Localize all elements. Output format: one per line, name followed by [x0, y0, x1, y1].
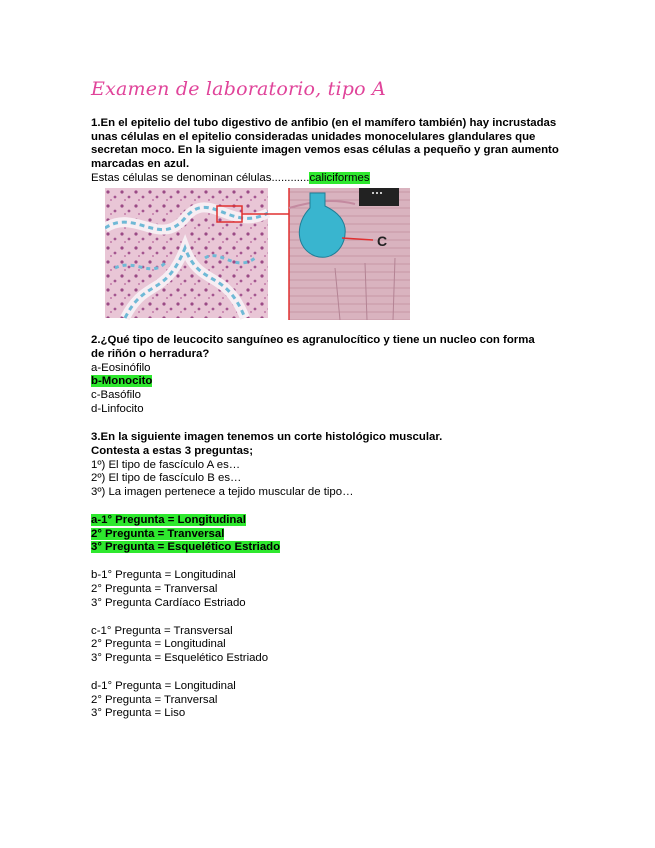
question-1-answer-line	[91, 172, 370, 186]
exam-title: Examen de laboratorio, tipo A	[91, 78, 386, 100]
question-2-text-line1: 2.¿Qué tipo de leucocito sanguíneo es agranulocítico y tiene un nucleo con forma	[91, 334, 535, 346]
question-3-correct-answer-line3: 3° Pregunta = Esquelético Estriado	[91, 541, 281, 553]
question-1-answer-prefix: Estas células se denominan células............	[91, 172, 310, 184]
question-3-option-a-line2	[91, 528, 224, 542]
figure-label-c: C	[377, 233, 388, 249]
question-3-prompt-3: 3º) La imagen pertenece a tejido muscular de tipo…	[91, 486, 354, 498]
question-3-option-b-line2: 2° Pregunta = Tranversal	[91, 583, 218, 595]
low-magnification-image	[105, 188, 268, 318]
question-3-option-c-line1: c-1° Pregunta = Transversal	[91, 625, 233, 637]
question-3-option-a-line3	[91, 541, 280, 555]
question-3-option-b-line3: 3° Pregunta Cardíaco Estriado	[91, 597, 246, 609]
goblet-cell-figure	[105, 188, 410, 320]
question-3-option-d-line3: 3° Pregunta = Liso	[91, 707, 186, 719]
question-1-text: 1.En el epitelio del tubo digestivo de anfibio (en el mamífero también) hay incrustadas unas células en el epitelio consideradas unidades monocelulares glandulares que secretan moco. En la siguiente imagen vemos esas células a pequeño y gran aumento marcadas en azul.	[91, 117, 559, 170]
question-3-prompt-1: 1º) El tipo de fascículo A es…	[91, 459, 241, 471]
question-3-correct-answer-line2: 2° Pregunta = Tranversal	[91, 528, 225, 540]
question-3-option-d-line1: d-1° Pregunta = Longitudinal	[91, 680, 236, 692]
question-2-option-d: d-Linfocito	[91, 403, 144, 415]
question-3-option-d-line2: 2° Pregunta = Tranversal	[91, 694, 218, 706]
question-3-prompt-2: 2º) El tipo de fascículo B es…	[91, 472, 242, 484]
question-2-option-b	[91, 375, 152, 389]
question-2-option-c: c-Basófilo	[91, 389, 142, 401]
question-3-option-a-line1	[91, 514, 246, 528]
question-3-option-c-line3: 3° Pregunta = Esquelético Estriado	[91, 652, 269, 664]
question-3-correct-answer-line1: a-1° Pregunta = Longitudinal	[91, 514, 246, 526]
question-3-title: 3.En la siguiente imagen tenemos un corte histológico muscular.	[91, 431, 443, 443]
question-2-correct-answer: b-Monocito	[91, 375, 153, 387]
question-3-option-c-line2: 2° Pregunta = Longitudinal	[91, 638, 226, 650]
question-2-text-line2: de riñón o herradura?	[91, 348, 210, 360]
question-3-subtitle: Contesta a estas 3 preguntas;	[91, 445, 254, 457]
high-magnification-image	[289, 188, 410, 320]
question-2-option-a: a-Eosinófilo	[91, 362, 151, 374]
question-1-answer: caliciformes	[309, 172, 370, 184]
question-3-option-b-line1: b-1° Pregunta = Longitudinal	[91, 569, 236, 581]
